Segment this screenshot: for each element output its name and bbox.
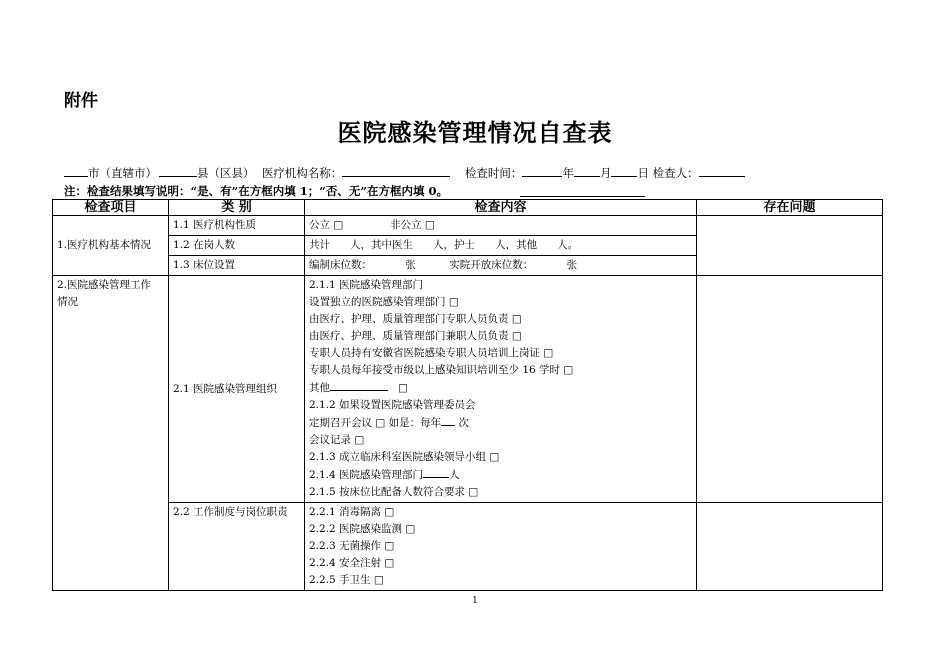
content-line: 2.1.2 如果设置医院感染管理委员会	[309, 399, 476, 411]
org-label: 医疗机构名称：	[261, 166, 343, 180]
section2-item-line1: 2.医院感染管理工作	[57, 279, 152, 291]
inspector-blank[interactable]	[699, 165, 745, 177]
note-underline	[520, 196, 645, 197]
header-row	[53, 200, 883, 216]
meeting-label: 定期召开会议 □ 如是：每年	[309, 417, 442, 429]
content-line[interactable]: 由医疗、护理、质量管理部门专职人员负责 □	[309, 313, 522, 325]
content-line[interactable]: 2.2.3 无菌操作 □	[309, 540, 395, 552]
content-cell	[305, 503, 697, 591]
note-text: 注：检查结果填写说明：“是、有”在方框内填 1；“否、无”在方框内填 0。	[64, 184, 448, 198]
dept-count-blank[interactable]	[423, 466, 449, 478]
inspector-label: 检查人：	[652, 166, 699, 180]
category-cell: 1.3 床位设置	[169, 256, 305, 276]
content-line[interactable]	[309, 379, 692, 397]
table-row	[53, 276, 883, 503]
other-label: 其他	[309, 382, 330, 394]
content-line[interactable]: 2.2.5 手卫生 □	[309, 574, 384, 586]
content-line: 2.1.1 医院感染管理部门	[309, 279, 424, 291]
header-content: 检查内容	[305, 200, 697, 216]
header-category: 类 别	[169, 200, 305, 216]
dept-unit: 人	[449, 469, 460, 481]
content-line[interactable]: 由医疗、护理、质量管理部门兼职人员负责 □	[309, 330, 522, 342]
page-number: 1	[472, 596, 478, 606]
year-blank[interactable]	[522, 165, 562, 177]
city-blank[interactable]	[64, 165, 88, 177]
content-line[interactable]	[309, 466, 692, 484]
dept-label: 2.1.4 医院感染管理部门	[309, 469, 424, 481]
content-cell[interactable]: 共计 人，其中医生 人，护士 人，其他 人。	[305, 236, 697, 256]
meeting-count-blank[interactable]	[441, 414, 455, 426]
content-line[interactable]	[309, 414, 692, 432]
issues-cell[interactable]	[697, 216, 883, 276]
category-cell: 1.2 在岗人数	[169, 236, 305, 256]
county-blank[interactable]	[159, 165, 197, 177]
county-label: 县（区县）	[197, 166, 255, 180]
content-line[interactable]: 2.2.1 消毒隔离 □	[309, 506, 395, 518]
section2-item	[53, 276, 169, 591]
content-cell	[305, 276, 697, 503]
content-line[interactable]: 2.2.4 安全注射 □	[309, 557, 395, 569]
category-cell: 2.2 工作制度与岗位职责	[169, 503, 305, 591]
info-line	[64, 165, 745, 181]
section2-item-line2: 情况	[57, 296, 78, 308]
issues-cell[interactable]	[697, 503, 883, 591]
content-line[interactable]: 专职人员持有安徽省医院感染专职人员培训上岗证 □	[309, 347, 554, 359]
category-cell: 1.1 医疗机构性质	[169, 216, 305, 236]
month-blank[interactable]	[574, 165, 600, 177]
content-line[interactable]: 2.1.3 成立临床科室医院感染领导小组 □	[309, 451, 500, 463]
table-row	[53, 503, 883, 591]
table-row	[53, 216, 883, 236]
attachment-label: 附件	[64, 91, 98, 111]
header-item: 检查项目	[53, 200, 169, 216]
other-blank[interactable]	[330, 379, 388, 391]
day-label: 日	[637, 166, 649, 180]
content-line[interactable]: 2.2.2 医院感染监测 □	[309, 523, 416, 535]
header-issues: 存在问题	[697, 200, 883, 216]
self-check-table	[52, 199, 883, 591]
day-blank[interactable]	[611, 165, 637, 177]
content-line[interactable]: 设置独立的医院感染管理部门 □	[309, 296, 459, 308]
content-line[interactable]: 专职人员每年接受市级以上感染知识培训至少 16 学时 □	[309, 364, 574, 376]
org-blank[interactable]	[342, 165, 450, 177]
year-label: 年	[562, 166, 574, 180]
section1-item: 1.医疗机构基本情况	[53, 216, 169, 276]
time-label: 检查时间：	[464, 166, 523, 180]
category-cell: 2.1 医院感染管理组织	[169, 276, 305, 503]
page-title: 医院感染管理情况自查表	[337, 118, 613, 147]
content-line[interactable]: 2.1.5 按床位比配备人数符合要求 □	[309, 486, 479, 498]
issues-cell[interactable]	[697, 276, 883, 503]
month-label: 月	[599, 166, 612, 180]
meeting-unit: 次	[458, 417, 469, 429]
content-cell[interactable]: 公立 □ 非公立 □	[305, 216, 697, 236]
content-cell[interactable]: 编制床位数： 张 实院开放床位数： 张	[305, 256, 697, 276]
other-checkbox[interactable]: □	[398, 382, 408, 394]
content-line[interactable]: 会议记录 □	[309, 434, 365, 446]
city-label: 市（直辖市）	[88, 166, 157, 180]
